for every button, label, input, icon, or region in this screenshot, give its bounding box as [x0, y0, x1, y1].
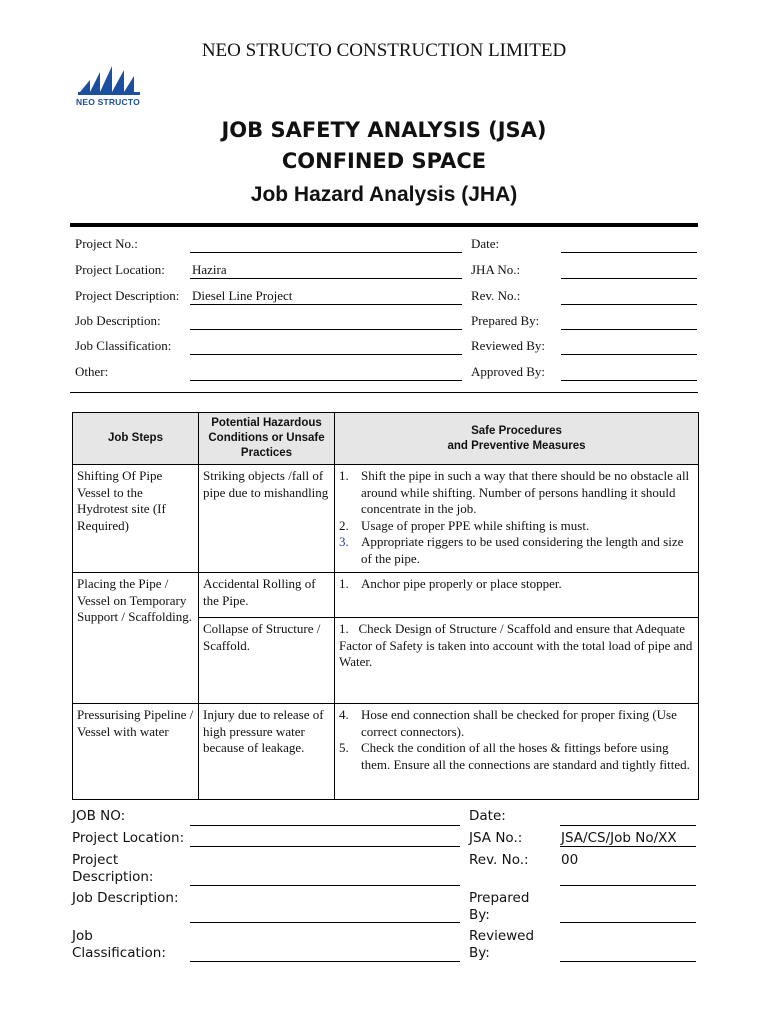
form-divider [70, 392, 698, 393]
document-title: JOB SAFETY ANALYSIS (JSA) [221, 118, 547, 142]
bottom-date-field[interactable] [560, 825, 696, 826]
job-description-label: Job Description: [75, 313, 161, 328]
bottom-job-description-field[interactable] [190, 922, 460, 923]
hazard-cell: Accidental Rolling of the Pipe. [199, 573, 335, 618]
table-row [73, 704, 699, 800]
col-header-procedures [335, 413, 699, 465]
col-header-hazards: Potential Hazardous Conditions or Unsafe Practices [199, 413, 335, 465]
list-item: 5. Check the condition of all the hoses & fittings before using them. Ensure all the connections are standard and tightly fitted. [339, 740, 690, 772]
list-item: 1. Anchor pipe properly or place stopper. [339, 576, 562, 591]
reviewed-by-label: Reviewed By: [471, 338, 546, 353]
other-label: Other: [75, 364, 109, 379]
bottom-prepared-by-label: Prepared By: [469, 890, 530, 923]
job-description-field[interactable] [190, 329, 462, 330]
job-classification-field[interactable] [190, 354, 462, 355]
other-field[interactable] [190, 380, 462, 381]
jha-title: Job Hazard Analysis (JHA) [250, 183, 518, 206]
hazard-cell: Striking objects /fall of pipe due to mishandling [199, 465, 335, 573]
rev-no-field[interactable] [561, 304, 697, 305]
measures-cell [335, 704, 699, 800]
bottom-prepared-by-field[interactable] [560, 922, 696, 923]
job-step-cell: Shifting Of Pipe Vessel to the Hydrotest site (If Required) [73, 465, 199, 573]
bottom-rev-no-label: Rev. No.: [469, 852, 529, 868]
reviewed-by-field[interactable] [561, 354, 697, 355]
bottom-date-label: Date: [469, 808, 506, 824]
bottom-job-classification-field[interactable] [190, 961, 460, 962]
list-item: 3. Appropriate riggers to be used considering the length and size of the pipe. [339, 534, 684, 566]
hazard-cell: Collapse of Structure / Scaffold. [199, 618, 335, 704]
date-label: Date: [471, 236, 500, 251]
project-description-label: Project Description: [75, 288, 180, 303]
job-no-label: JOB NO: [72, 808, 126, 824]
jsa-table [72, 412, 699, 800]
bottom-reviewed-by-field[interactable] [560, 961, 696, 962]
document-subtitle: CONFINED SPACE [281, 149, 487, 173]
jsa-no-value: JSA/CS/Job No/XX [561, 830, 677, 846]
job-step-cell: Pressurising Pipeline / Vessel with water [73, 704, 199, 800]
job-classification-label: Job Classification: [75, 338, 172, 353]
bottom-rev-no-field[interactable] [560, 885, 696, 886]
job-step-cell: Placing the Pipe / Vessel on Temporary Support / Scaffolding. [73, 573, 199, 704]
bottom-reviewed-by-label: Reviewed By: [469, 928, 535, 961]
rev-no-label: Rev. No.: [471, 288, 521, 303]
project-location-value: Hazira [192, 262, 227, 277]
approved-by-field[interactable] [561, 380, 697, 381]
bottom-job-classification-label: Job Classification: [72, 928, 166, 961]
job-no-field[interactable] [190, 825, 460, 826]
company-name: NEO STRUCTO CONSTRUCTION LIMITED [201, 40, 567, 61]
table-header-row [73, 413, 699, 465]
procedures-header-line1: Safe Procedures [471, 424, 562, 437]
table-row [73, 573, 699, 618]
project-description-value: Diesel Line Project [192, 288, 293, 303]
list-item: 4. Hose end connection shall be checked for proper fixing (Use correct connectors). [339, 707, 677, 739]
bottom-rev-no-value: 00 [561, 852, 579, 868]
project-location-field[interactable] [190, 278, 462, 279]
bottom-project-location-field[interactable] [190, 846, 460, 847]
project-location-label: Project Location: [75, 262, 165, 277]
approved-by-label: Approved By: [471, 364, 546, 379]
hazard-cell: Injury due to release of high pressure water because of leakage. [199, 704, 335, 800]
bottom-project-location-label: Project Location: [72, 830, 185, 846]
bottom-project-description-label: Project Description: [72, 852, 154, 885]
measures-cell: 1. Check Design of Structure / Scaffold and ensure that Adequate Factor of Safety is taken into account with the total load of pipe and Water. [335, 618, 699, 704]
prepared-by-label: Prepared By: [471, 313, 540, 328]
jha-no-label: JHA No.: [471, 262, 521, 277]
date-field[interactable] [561, 252, 697, 253]
project-no-field[interactable] [190, 252, 462, 253]
jha-no-field[interactable] [561, 278, 697, 279]
procedures-header-line2: and Preventive Measures [447, 439, 586, 452]
project-no-label: Project No.: [75, 236, 138, 251]
header-divider [70, 223, 698, 227]
bottom-job-description-label: Job Description: [72, 890, 179, 906]
list-item: 2. Usage of proper PPE while shifting is must. [339, 517, 590, 533]
jsa-no-label: JSA No.: [469, 830, 523, 846]
logo-text: NEO STRUCTO [76, 97, 140, 107]
bottom-project-description-field[interactable] [190, 885, 460, 886]
prepared-by-field[interactable] [561, 329, 697, 330]
measures-cell [335, 465, 699, 573]
list-item: 1. Shift the pipe in such a way that there should be no obstacle all around while shifting. Number of persons handling it should concentrate in the job. [339, 468, 690, 516]
measures-cell [335, 573, 699, 618]
table-row [73, 465, 699, 573]
jsa-no-field[interactable] [560, 846, 696, 847]
col-header-job-steps: Job Steps [73, 413, 199, 465]
project-description-field[interactable] [190, 304, 462, 305]
